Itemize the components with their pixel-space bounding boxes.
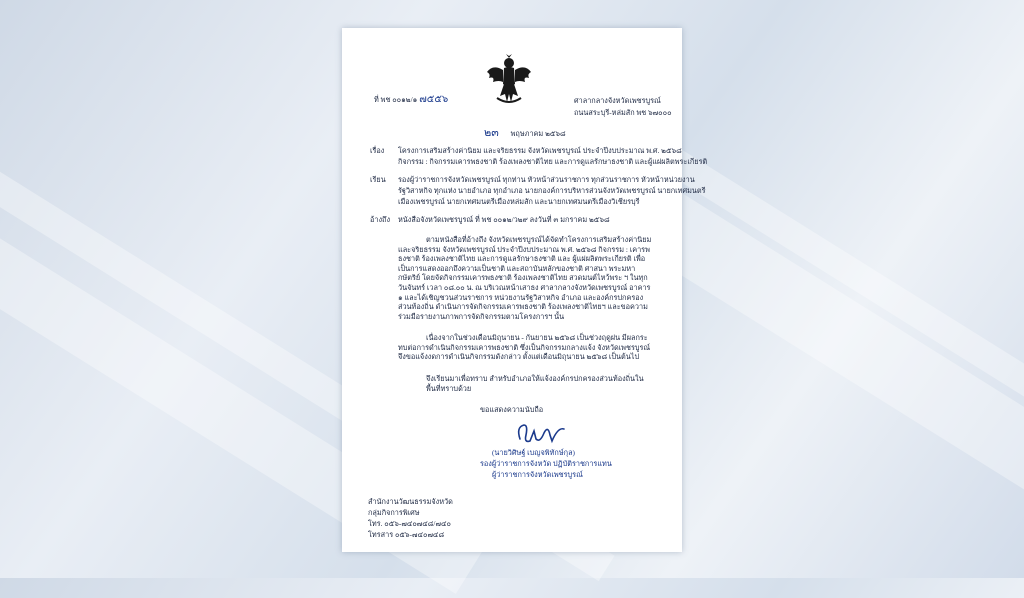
garuda-emblem-icon <box>485 54 533 106</box>
body-paragraph-1: ตามหนังสือที่อ้างถึง จังหวัดเพชรบูรณ์ได้จัดทำโครงการเสริมสร้างค่านิยม และจริยธรรม จังหวัดเพชรบูรณ์ ประจำปีงบประมาณ พ.ศ. ๒๕๖๘ กิจกรรม : เคารพธงชาติ ร้องเพลงชาติไทย และการดูแลรักษาธงชาติ และ ผู้แผ่ผลิตพระเกียรติ เพื่อเป็นการแสดงออกถึงความเป็นชาติ และสถาบันหลักของชาติ ศาสนา พระมหากษัตริย์ โดยจัดกิจกรรมเคารพธงชาติ ร้องเพลงชาติไทย สวดมนต์ไหว้พระ ฯ ในทุกวันจันทร์ เวลา ๐๘.๐๐ น. ณ บริเวณหน้าเสาธง ศาลากลางจังหวัดเพชรบูรณ์ อาคาร ๑ และได้เชิญชวนส่วนราชการ หน่วยงานรัฐวิสาหกิจ อำเภอ และองค์กรปกครองส่วนท้องถิ่น ดำเนินการจัดกิจกรรมเคารพธงชาติ ร้องเพลงชาติไทยฯ และขอความร่วมมือรายงานภาพการจัดกิจกรรมตามโครงการฯ นั้น <box>398 235 652 321</box>
footer-fax: โทรสาร ๐๕๖-๗๔๐๗๔๘ <box>368 530 445 539</box>
reference-number-handwritten: ๗๕๕๖ <box>419 94 449 105</box>
body-paragraph-2: เนื่องจากในช่วงเดือนมิถุนายน - กันยายน ๒๕๖๘ เป็นช่วงฤดูฝน มีผลกระทบต่อการดำเนินกิจกรรมเคารพธงชาติ ซึ่งเป็นกิจกรรมกลางแจ้ง จังหวัดเพชรบูรณ์จึงขอแจ้งงดการดำเนินกิจกรรมดังกล่าว ตั้งแต่เดือนมิถุนายน ๒๕๖๘ เป็นต้นไป <box>398 333 651 362</box>
subject-line-1: โครงการเสริมสร้างค่านิยม และจริยธรรม จังหวัดเพชรบูรณ์ ประจำปีงบประมาณ พ.ศ. ๒๕๖๘ <box>398 146 682 155</box>
footer-department: สำนักงานวัฒนธรรมจังหวัด <box>368 497 453 506</box>
reference-number <box>374 95 448 105</box>
reference-number-printed: ที่ พช ๐๐๑๒/๑ <box>374 95 418 104</box>
reference-text: หนังสือจังหวัดเพชรบูรณ์ ที่ พช ๐๐๑๒/ว๒๙ ลงวันที่ ๓ มกราคม ๒๕๖๘ <box>398 215 610 224</box>
addressee-line-1: รองผู้ว่าราชการจังหวัดเพชรบูรณ์ ทุกท่าน หัวหน้าส่วนราชการ ทุกส่วนราชการ หัวหน้าหน่วยงาน <box>398 175 695 184</box>
closing-phrase: ขอแสดงความนับถือ <box>480 405 544 414</box>
signature-mark <box>514 421 568 447</box>
sender-office: ศาลากลางจังหวัดเพชรบูรณ์ <box>574 96 661 105</box>
signer-name: (นายวิศิษฐ์ เบญจพิทักษ์กุล) <box>492 448 575 457</box>
official-letter <box>342 28 708 552</box>
reference-label: อ้างถึง <box>370 215 391 224</box>
subject-line-2: กิจกรรม : กิจกรรมเคารพธงชาติ ร้องเพลงชาติไทย และการดูแลรักษาธงชาติ และผู้แผ่ผลิตพระเกียรติ <box>398 157 708 166</box>
sender-address: ถนนสระบุรี-หล่มสัก พช ๖๗๐๐๐ <box>574 108 672 117</box>
body-paragraph-3: จึงเรียนมาเพื่อทราบ สำหรับอำเภอให้แจ้งองค์กรปกครองส่วนท้องถิ่นในพื้นที่ทราบด้วย <box>426 374 644 393</box>
footer-telephone: โทร. ๐๕๖-๗๔๐๗๔๘/๗๔๐ <box>368 519 451 528</box>
letter-date <box>484 128 566 139</box>
subject-label: เรื่อง <box>370 146 385 155</box>
date-day-handwritten: ๒๓ <box>484 126 499 139</box>
date-month-year: พฤษภาคม ๒๕๖๘ <box>510 129 566 138</box>
signer-title-1: รองผู้ว่าราชการจังหวัด ปฏิบัติราชการแทน <box>480 459 612 468</box>
addressee-label: เรียน <box>370 175 386 184</box>
signer-title-2: ผู้ว่าราชการจังหวัดเพชรบูรณ์ <box>492 470 583 479</box>
addressee-line-2: รัฐวิสาหกิจ ทุกแห่ง นายอำเภอ ทุกอำเภอ นายกองค์การบริหารส่วนจังหวัดเพชรบูรณ์ นายกเทศมนตรี <box>398 186 706 195</box>
footer-group: กลุ่มกิจการพิเศษ <box>368 508 420 517</box>
addressee-line-3: เมืองเพชรบูรณ์ นายกเทศมนตรีเมืองหล่มสัก และนายกเทศมนตรีเมืองวิเชียรบุรี <box>398 197 640 206</box>
